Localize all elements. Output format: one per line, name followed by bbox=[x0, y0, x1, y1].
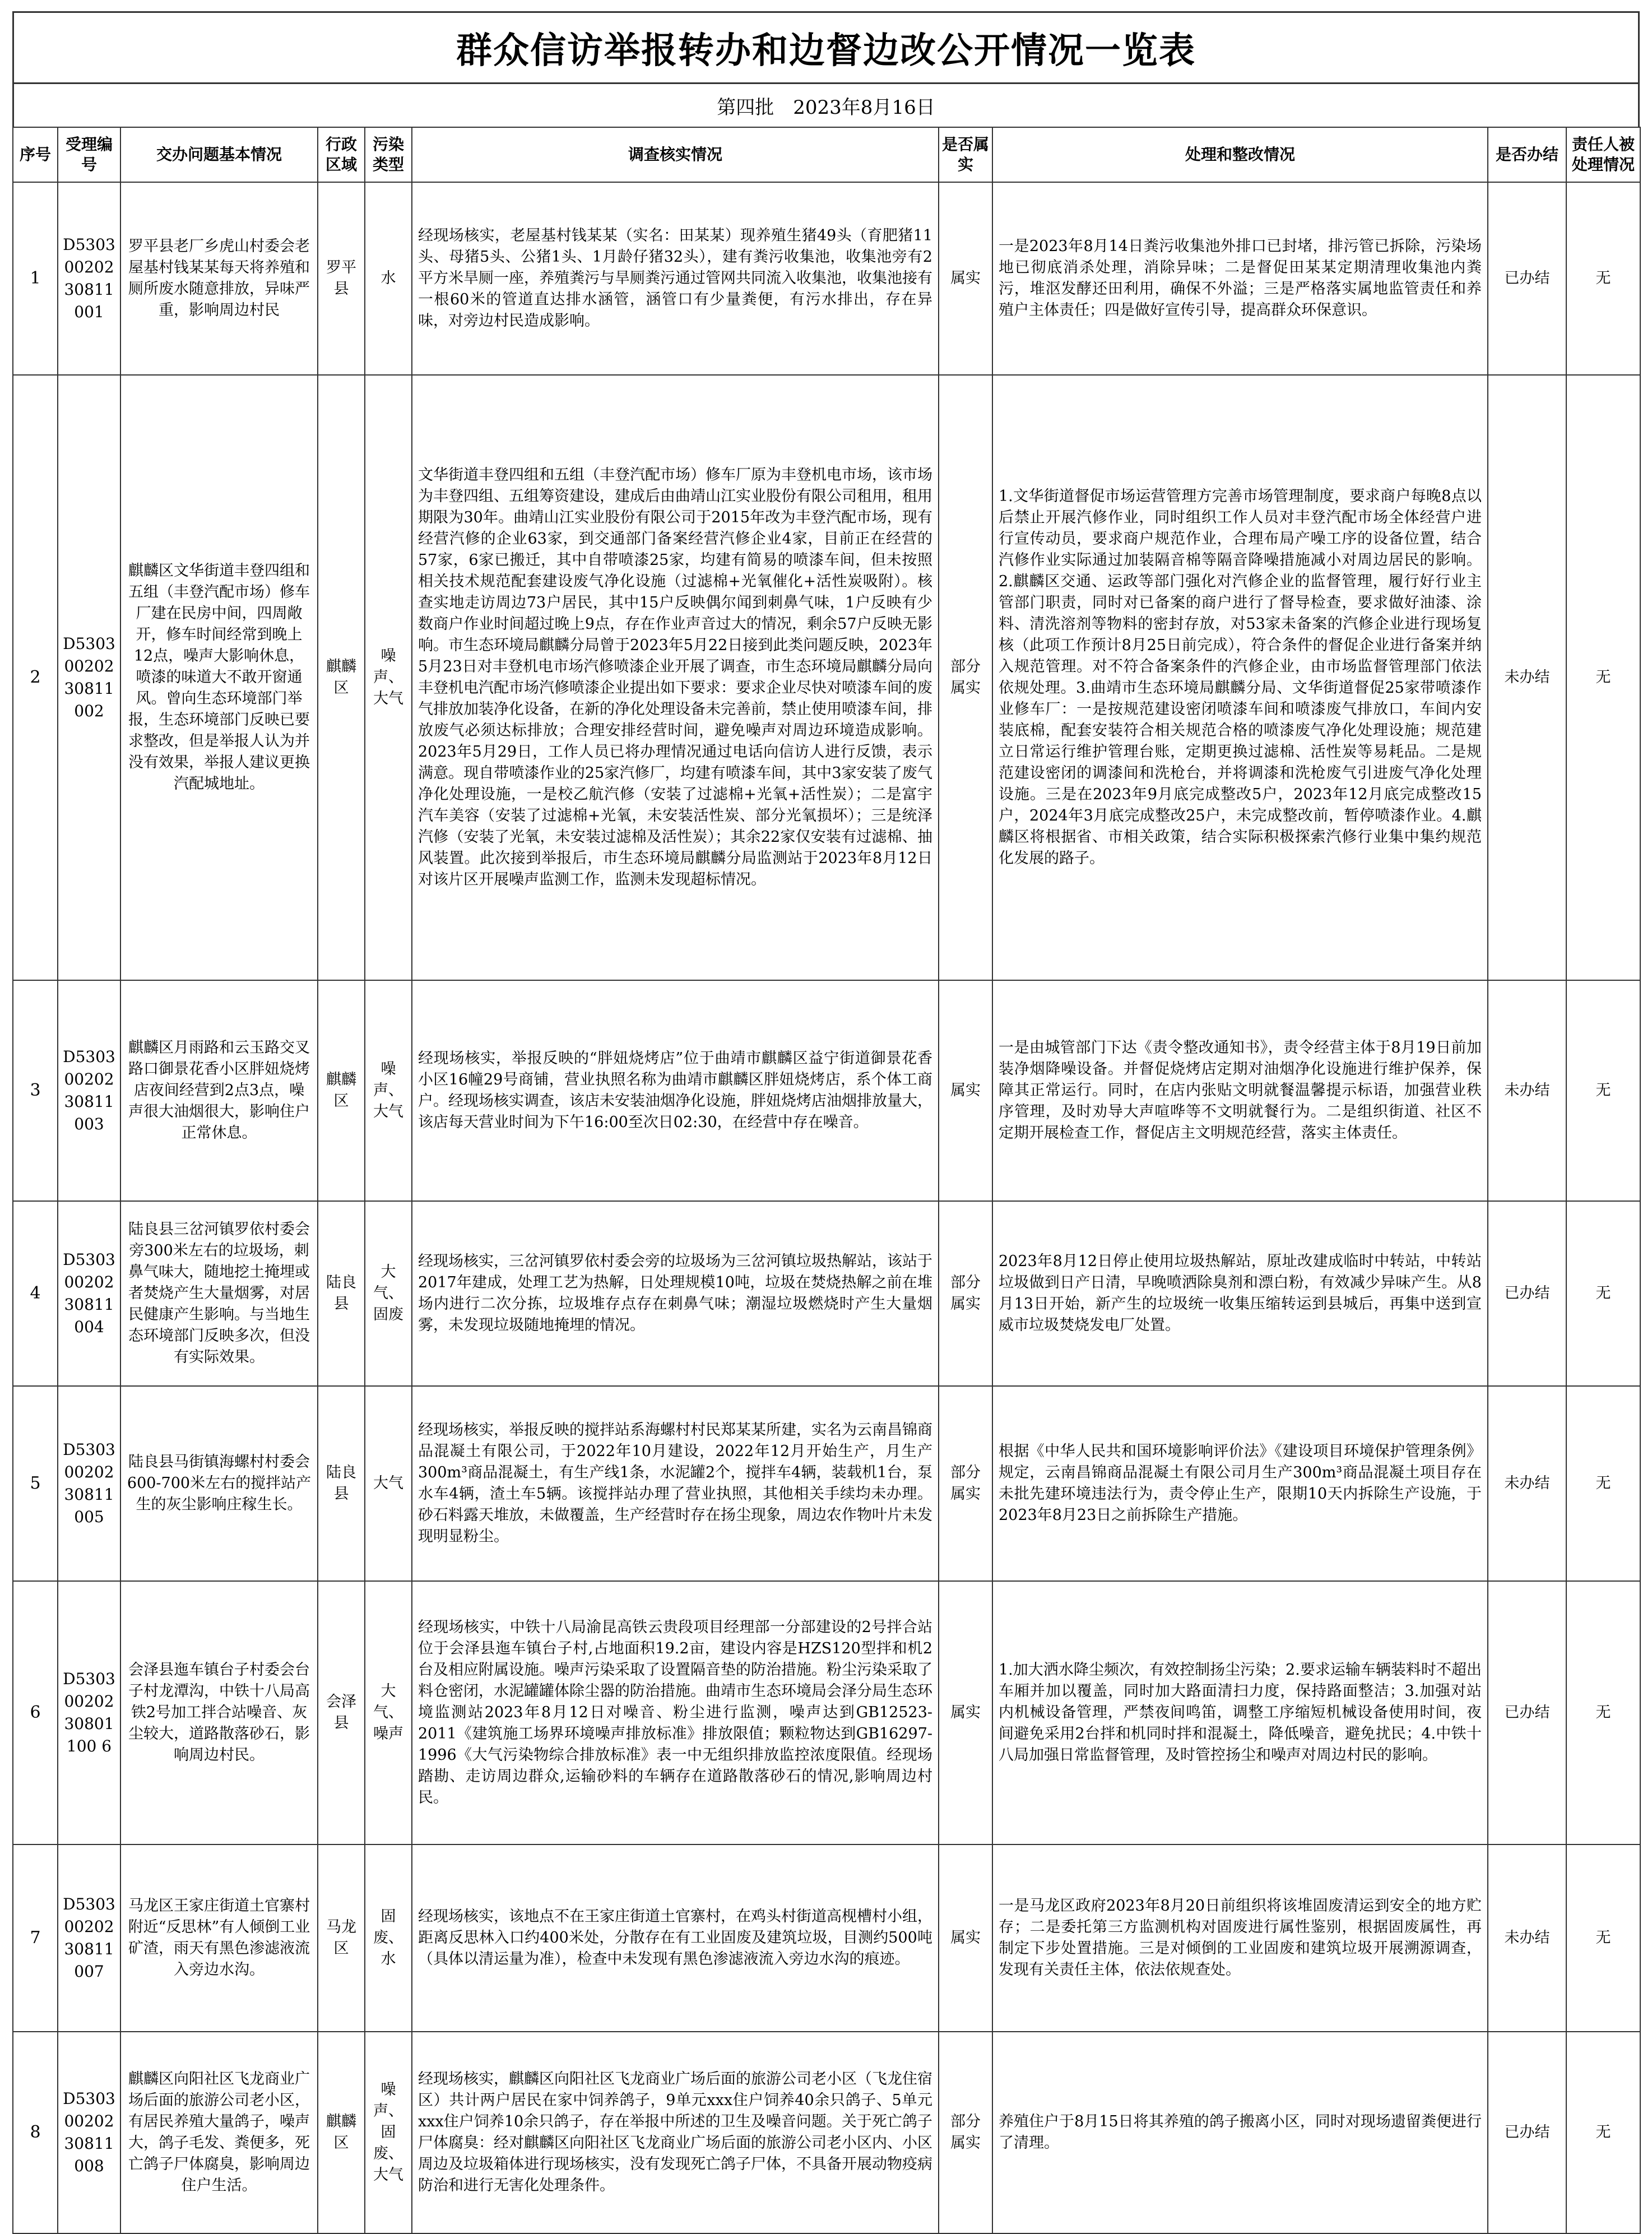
cell-issue: 陆良县三岔河镇罗依村委会旁300米左右的垃圾场，刺鼻气味大，随地挖土掩埋或者焚烧产生大量烟雾，对居民健康产生影响。与当地生态环境部门反映多次，但没有实际效果。 bbox=[120, 1201, 318, 1386]
cell-pollution-type: 大气 bbox=[365, 1386, 412, 1581]
col-header-pollution-type: 污染类型 bbox=[365, 127, 412, 182]
cell-region: 麒麟区 bbox=[318, 375, 365, 980]
cell-region: 陆良县 bbox=[318, 1201, 365, 1386]
cell-seq: 1 bbox=[13, 182, 58, 375]
cell-accountability: 无 bbox=[1566, 1581, 1640, 1844]
col-header-seq: 序号 bbox=[13, 127, 58, 182]
cell-seq: 3 bbox=[13, 980, 58, 1201]
cell-issue: 陆良县马街镇海螺村村委会600-700米左右的搅拌站产生的灰尘影响庄稼生长。 bbox=[120, 1386, 318, 1581]
cell-handling: 2023年8月12日停止使用垃圾热解站，原址改建成临时中转站，中转站垃圾做到日产日清，早晚喷洒除臭剂和漂白粉，有效减少异味产生。从8月13日开始，新产生的垃圾统一收集压缩转运到县城后，再集中送到宣威市垃圾焚烧发电厂处置。 bbox=[992, 1201, 1488, 1386]
col-header-closed: 是否办结 bbox=[1488, 127, 1566, 182]
cell-handling: 1.文华街道督促市场运营管理方完善市场管理制度，要求商户每晚8点以后禁止开展汽修作业，同时组织工作人员对丰登汽配市场全体经营户进行宣传动员，要求商户规范作业，合理布局产噪工序的设备位置，结合汽修作业实际通过加装隔音棉等隔音降噪措施减小对周边居民的影响。2.麒麟区交通、运政等部门强化对汽修企业的监督管理，履行好行业主管部门职责，同时对已备案的商户进行了督导检查，要求做好油漆、涂料、清洗溶剂等物料的密封存放，对53家未备案的汽修企业进行现场复核（此项工作预计8月25日前完成），符合条件的督促企业进行备案并纳入规范管理。对不符合备案条件的汽修企业，由市场监督管理部门依法依规处理。3.曲靖市生态环境局麒麟分局、文华街道督促25家带喷漆作业修车厂：一是按规范建设密闭喷漆车间和喷漆废气排放口，车间内安装底棉，配套安装符合相关规范合格的喷漆废气净化处理设施；规范建立日常运行维护管理台账，定期更换过滤棉、活性炭等易耗品。二是规范建设密闭的调漆间和洗枪台，并将调漆和洗枪废气引进废气净化处理设施。三是在2023年9月底完成整改5户，2023年12月底完成整改15户，2024年3月底完成整改25户，未完成整改前，暂停喷漆作业。4.麒麟区将根据省、市相关政策，结合实际积极探索汽修行业集中集约规范化发展的路子。 bbox=[992, 375, 1488, 980]
cell-handling: 一是由城管部门下达《责令整改通知书》，责令经营主体于8月19日前加装净烟降噪设备。并督促烧烤店定期对油烟净化设施进行维护保养，保障其正常运行。同时，在店内张贴文明就餐温馨提示标语，加强营业秩序管理，及时劝导大声喧哗等不文明就餐行为。二是组织街道、社区不定期开展检查工作，督促店主文明规范经营，落实主体责任。 bbox=[992, 980, 1488, 1201]
cell-seq: 2 bbox=[13, 375, 58, 980]
cell-accountability: 无 bbox=[1566, 1201, 1640, 1386]
table-row bbox=[13, 1581, 1640, 1844]
cell-investigation: 经现场核实，中铁十八局渝昆高铁云贵段项目经理部一分部建设的2号拌合站位于会泽县迤车镇台子村,占地面积19.2亩，建设内容是HZS120型拌和机2台及相应附属设施。噪声污染采取了设置隔音垫的防治措施。粉尘污染采取了料仓密闭，水泥罐罐体除尘器的防治措施。曲靖市生态环境局会泽分局生态环境监测站2023年8月12日对噪音、粉尘进行监测，噪声达到GB12523-2011《建筑施工场界环境噪声排放标准》排放限值；颗粒物达到GB16297-1996《大气污染物综合排放标准》表一中无组织排放监控浓度限值。经现场踏勘、走访周边群众,运输砂料的车辆存在道路散落砂石的情况,影响周边村民。 bbox=[412, 1581, 939, 1844]
cell-region: 会泽县 bbox=[318, 1581, 365, 1844]
cell-accountability: 无 bbox=[1566, 375, 1640, 980]
cell-seq: 8 bbox=[13, 2032, 58, 2233]
cell-code: D53030020230811003 bbox=[58, 980, 120, 1201]
cell-code: D53030020230811007 bbox=[58, 1844, 120, 2032]
cell-verified: 属实 bbox=[939, 980, 992, 1201]
cell-verified: 部分属实 bbox=[939, 2032, 992, 2233]
cell-verified: 属实 bbox=[939, 1844, 992, 2032]
cell-verified: 部分属实 bbox=[939, 1201, 992, 1386]
cell-code: D53030020230801100 6 bbox=[58, 1581, 120, 1844]
cell-pollution-type: 噪声、固废、大气 bbox=[365, 2032, 412, 2233]
cell-issue: 罗平县老厂乡虎山村委会老屋基村钱某某每天将养殖和厕所废水随意排放，异味严重，影响周边村民 bbox=[120, 182, 318, 375]
cell-accountability: 无 bbox=[1566, 1386, 1640, 1581]
cell-investigation: 经现场核实，麒麟区向阳社区飞龙商业广场后面的旅游公司老小区（飞龙住宿区）共计两户居民在家中饲养鸽子，9单元xxx住户饲养40余只鸽子、5单元xxx住户饲养10余只鸽子，存在举报中所述的卫生及噪音问题。关于死亡鸽子尸体腐臭：经对麒麟区向阳社区飞龙商业广场后面的旅游公司老小区内、小区周边及垃圾箱体进行现场核实，没有发现死亡鸽子尸体，不具备开展动物疫病防治和进行无害化处理条件。 bbox=[412, 2032, 939, 2233]
cell-issue: 麒麟区向阳社区飞龙商业广场后面的旅游公司老小区，有居民养殖大量鸽子，噪声大，鸽子毛发、粪便多，死亡鸽子尸体腐臭，影响周边住户生活。 bbox=[120, 2032, 318, 2233]
cell-code: D53030020230811005 bbox=[58, 1386, 120, 1581]
document-title: 群众信访举报转办和边督边改公开情况一览表 bbox=[12, 11, 1640, 82]
document-frame bbox=[12, 11, 1640, 2197]
cell-seq: 4 bbox=[13, 1201, 58, 1386]
cell-seq: 6 bbox=[13, 1581, 58, 1844]
cell-code: D53030020230811002 bbox=[58, 375, 120, 980]
col-header-region: 行政区域 bbox=[318, 127, 365, 182]
cell-pollution-type: 固废、水 bbox=[365, 1844, 412, 2032]
cell-investigation: 经现场核实，三岔河镇罗依村委会旁的垃圾场为三岔河镇垃圾热解站，该站于2017年建成，处理工艺为热解，日处理规模10吨，垃圾在焚烧热解之前在堆场内进行二次分拣，垃圾堆存点存在刺鼻气味；潮湿垃圾燃烧时产生大量烟雾，未发现垃圾随地掩埋的情况。 bbox=[412, 1201, 939, 1386]
cell-closed: 未办结 bbox=[1488, 980, 1566, 1201]
cell-handling: 一是马龙区政府2023年8月20日前组织将该堆固废清运到安全的地方贮存；二是委托第三方监测机构对固废进行属性鉴别，根据固废属性，再制定下步处置措施。三是对倾倒的工业固废和建筑垃圾开展溯源调查，发现有关责任主体，依法依规查处。 bbox=[992, 1844, 1488, 2032]
cell-accountability: 无 bbox=[1566, 182, 1640, 375]
cell-closed: 已办结 bbox=[1488, 2032, 1566, 2233]
col-header-issue: 交办问题基本情况 bbox=[120, 127, 318, 182]
cell-handling: 养殖住户于8月15日将其养殖的鸽子搬离小区，同时对现场遗留粪便进行了清理。 bbox=[992, 2032, 1488, 2233]
cell-pollution-type: 大气、固废 bbox=[365, 1201, 412, 1386]
cell-closed: 已办结 bbox=[1488, 182, 1566, 375]
cell-issue: 麒麟区文华街道丰登四组和五组（丰登汽配市场）修车厂建在民房中间，四周敞开，修车时间经常到晚上12点，噪声大影响休息，喷漆的味道大不敢开窗通风。曾向生态环境部门举报，生态环境部门反映已要求整改，但是举报人认为并没有效果，举报人建议更换汽配城地址。 bbox=[120, 375, 318, 980]
cell-region: 马龙区 bbox=[318, 1844, 365, 2032]
batch-date-line: 第四批 2023年8月16日 bbox=[12, 82, 1640, 127]
table-header-row bbox=[13, 127, 1640, 182]
cell-handling: 一是2023年8月14日粪污收集池外排口已封堵，排污管已拆除，污染场地已彻底消杀处理，消除异味；二是督促田某某定期清理收集池内粪污，堆沤发酵还田利用，确保不外溢；三是严格落实属地监管责任和养殖户主体责任；四是做好宣传引导，提高群众环保意识。 bbox=[992, 182, 1488, 375]
cell-verified: 部分属实 bbox=[939, 1386, 992, 1581]
cell-investigation: 经现场核实，老屋基村钱某某（实名：田某某）现养殖生猪49头（育肥猪11头、母猪5头、公猪1头、1月龄仔猪32头），建有粪污收集池，收集池旁有2平方米旱厕一座，养殖粪污与旱厕粪污通过管网共同流入收集池，收集池接有一根60米的管道直达排水涵管，涵管口有少量粪便，有污水排出，存在异味，对旁边村民造成影响。 bbox=[412, 182, 939, 375]
col-header-investigation: 调查核实情况 bbox=[412, 127, 939, 182]
cell-investigation: 经现场核实，举报反映的“胖妞烧烤店”位于曲靖市麒麟区益宁街道御景花香小区16幢29号商铺，营业执照名称为曲靖市麒麟区胖妞烧烤店，系个体工商户。经现场核实调查，该店未安装油烟净化设施，胖妞烧烤店油烟排放量大，该店每天营业时间为下午16:00至次日02:30，在经营中存在噪音。 bbox=[412, 980, 939, 1201]
cell-investigation: 文华街道丰登四组和五组（丰登汽配市场）修车厂原为丰登机电市场，该市场为丰登四组、五组筹资建设，建成后由曲靖山江实业股份有限公司租用，租用期限为30年。曲靖山江实业股份有限公司于2015年改为丰登汽配市场，现有经营汽修的企业63家，到交通部门备案经营汽修企业4家，目前正在经营的57家，6家已搬迁，其中自带喷漆25家，均建有简易的喷漆车间，但未按照相关技术规范配套建设废气净化设施（过滤棉+光氧催化+活性炭吸附）。核查实地走访周边73户居民，其中15户反映偶尔闻到刺鼻气味，1户反映有少数商户作业时间超过晚上9点，存在作业声音过大的情况，剩余57户反映无影响。市生态环境局麒麟分局曾于2023年5月22日接到此类问题反映，2023年5月23日对丰登机电市场汽修喷漆企业开展了调查，市生态环境局麒麟分局向丰登机电汽配市场汽修喷漆企业提出如下要求：要求企业尽快对喷漆车间的废气排放加装净化设备，在新的净化处理设备未完善前，禁止使用喷漆车间，排放废气必须达标排放；合理安排经营时间，避免噪声对周边环境造成影响。2023年5月29日，工作人员已将办理情况通过电话向信访人进行反馈，表示满意。现自带喷漆作业的25家汽修厂，均建有喷漆车间，其中3家安装了废气净化处理设施，一是校乙航汽修（安装了过滤棉+光氧+活性炭）；二是富宇汽车美容（安装了过滤棉+光氧，未安装活性炭、部分光氧损坏）；三是统泽汽修（安装了光氧，未安装过滤棉及活性炭）；其余22家仅安装有过滤棉、抽风装置。此次接到举报后，市生态环境局麒麟分局监测站于2023年8月12日对该片区开展噪声监测工作，监测未发现超标情况。 bbox=[412, 375, 939, 980]
cell-code: D53030020230811001 bbox=[58, 182, 120, 375]
cell-investigation: 经现场核实，举报反映的搅拌站系海螺村村民郑某某所建，实名为云南昌锦商品混凝土有限公司，于2022年10月建设，2022年12月开始生产，月生产300m³商品混凝土，有生产线1条，水泥罐2个，搅拌车4辆，装载机1台，泵水车4辆，渣土车5辆。该搅拌站办理了营业执照，其他相关手续均未办理。砂石料露天堆放，未做覆盖，生产经营时存在扬尘现象，周边农作物叶片未发现明显粉尘。 bbox=[412, 1386, 939, 1581]
cell-closed: 未办结 bbox=[1488, 1386, 1566, 1581]
cell-region: 陆良县 bbox=[318, 1386, 365, 1581]
col-header-accountability: 责任人被处理情况 bbox=[1566, 127, 1640, 182]
cell-seq: 5 bbox=[13, 1386, 58, 1581]
cell-verified: 属实 bbox=[939, 1581, 992, 1844]
cell-handling: 1.加大洒水降尘频次，有效控制扬尘污染；2.要求运输车辆装料时不超出车厢并加以覆盖，同时加大路面清扫力度，保持路面整洁；3.加强对站内机械设备管理，严禁夜间鸣笛，调整工序缩短机械设备使用时间，夜间避免采用2台拌和机同时拌和混凝土，降低噪音，避免扰民；4.中铁十八局加强日常监督管理，及时管控扬尘和噪声对周边村民的影响。 bbox=[992, 1581, 1488, 1844]
cell-code: D53030020230811008 bbox=[58, 2032, 120, 2233]
cell-investigation: 经现场核实，该地点不在王家庄街道土官寨村，在鸡头村街道高枧槽村小组，距离反思林入口约400米处，分散存在有工业固废及建筑垃圾，目测约500吨（具体以清运量为准），检查中未发现有黑色渗滤液流入旁边水沟的痕迹。 bbox=[412, 1844, 939, 2032]
col-header-verified: 是否属实 bbox=[939, 127, 992, 182]
cell-accountability: 无 bbox=[1566, 980, 1640, 1201]
cell-closed: 未办结 bbox=[1488, 1844, 1566, 2032]
table-row bbox=[13, 1201, 1640, 1386]
cell-issue: 马龙区王家庄街道土官寨村附近“反思林”有人倾倒工业矿渣，雨天有黑色渗滤液流入旁边水沟。 bbox=[120, 1844, 318, 2032]
table-row bbox=[13, 375, 1640, 980]
cell-issue: 麒麟区月雨路和云玉路交叉路口御景花香小区胖妞烧烤店夜间经营到2点3点，噪声很大油烟很大，影响住户正常休息。 bbox=[120, 980, 318, 1201]
cell-closed: 未办结 bbox=[1488, 375, 1566, 980]
table-row bbox=[13, 2032, 1640, 2233]
col-header-handling: 处理和整改情况 bbox=[992, 127, 1488, 182]
cell-pollution-type: 噪声、大气 bbox=[365, 980, 412, 1201]
cell-region: 麒麟区 bbox=[318, 2032, 365, 2233]
table-row bbox=[13, 1844, 1640, 2032]
cell-region: 罗平县 bbox=[318, 182, 365, 375]
cell-verified: 部分属实 bbox=[939, 375, 992, 980]
cell-code: D53030020230811004 bbox=[58, 1201, 120, 1386]
cell-pollution-type: 大气、噪声 bbox=[365, 1581, 412, 1844]
table-row bbox=[13, 980, 1640, 1201]
table-row bbox=[13, 182, 1640, 375]
cell-closed: 已办结 bbox=[1488, 1201, 1566, 1386]
cell-region: 麒麟区 bbox=[318, 980, 365, 1201]
petition-table bbox=[12, 127, 1641, 2234]
cell-closed: 已办结 bbox=[1488, 1581, 1566, 1844]
col-header-code: 受理编号 bbox=[58, 127, 120, 182]
cell-issue: 会泽县迤车镇台子村委会台子村龙潭沟，中铁十八局高铁2号加工拌合站噪音、灰尘较大，道路散落砂石，影响周边村民。 bbox=[120, 1581, 318, 1844]
cell-pollution-type: 水 bbox=[365, 182, 412, 375]
cell-accountability: 无 bbox=[1566, 2032, 1640, 2233]
cell-seq: 7 bbox=[13, 1844, 58, 2032]
cell-handling: 根据《中华人民共和国环境影响评价法》《建设项目环境保护管理条例》规定，云南昌锦商品混凝土有限公司月生产300m³商品混凝土项目存在未批先建环境违法行为，责令停止生产，限期10天内拆除生产设施，于2023年8月23日之前拆除生产措施。 bbox=[992, 1386, 1488, 1581]
cell-accountability: 无 bbox=[1566, 1844, 1640, 2032]
cell-pollution-type: 噪声、大气 bbox=[365, 375, 412, 980]
table-row bbox=[13, 1386, 1640, 1581]
cell-verified: 属实 bbox=[939, 182, 992, 375]
